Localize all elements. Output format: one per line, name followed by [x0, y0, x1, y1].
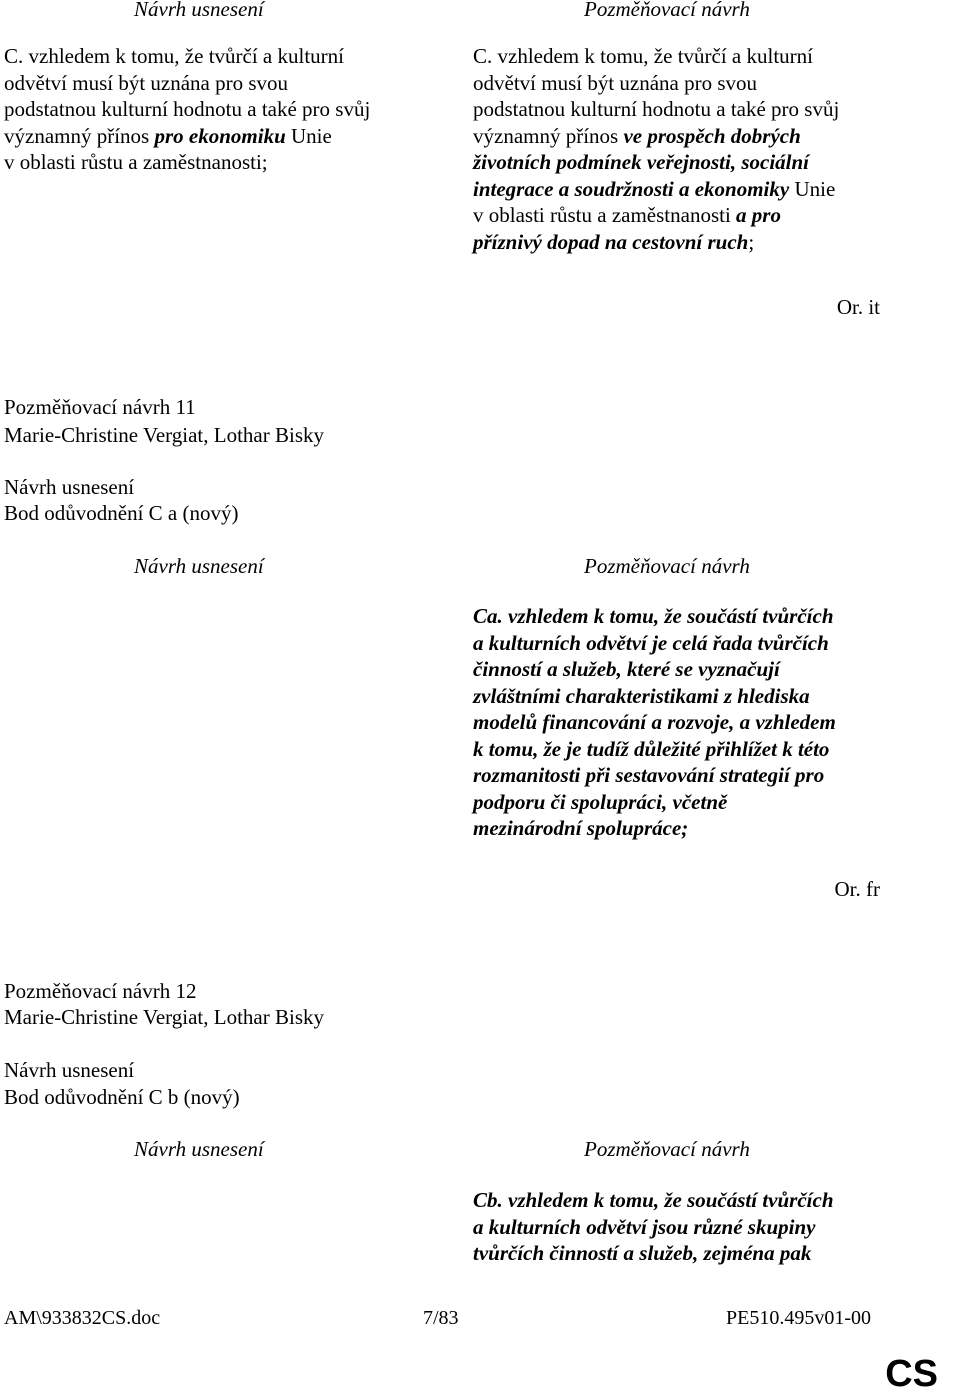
- text-run: podstatnou kulturní hodnotu a také pro svůj: [473, 97, 840, 121]
- text-line: [4, 149, 370, 176]
- column-header-left: Návrh usnesení: [134, 554, 264, 578]
- text-line: [473, 123, 839, 150]
- text-run: ;: [748, 229, 755, 254]
- inserted-text: příznivý dopad na cestovní ruch: [473, 229, 749, 254]
- amendment-subject: Bod odůvodnění C b (nový): [4, 1085, 240, 1109]
- text-run: Unie: [789, 176, 836, 201]
- text-run: v oblasti růstu a zaměstnanosti;: [4, 150, 268, 174]
- text-run: odvětví musí být uznána pro svou: [473, 70, 758, 95]
- text-line: [4, 123, 370, 150]
- column-header-left: Návrh usnesení: [134, 0, 264, 21]
- text-run: odvětví musí být uznána pro svou: [4, 70, 289, 95]
- text-line: [4, 96, 370, 123]
- text-line: rozmanitosti při sestavování strategií pro: [473, 763, 825, 787]
- inserted-text: pro ekonomiku: [154, 123, 286, 148]
- text-line: [473, 176, 839, 203]
- text-line: činností a služeb, které se vyznačují: [473, 657, 780, 681]
- text-run: Unie: [285, 123, 332, 148]
- text-line: a kulturních odvětví jsou různé skupiny: [473, 1214, 816, 1239]
- footer-doc-ref: AM\933832CS.doc: [4, 1307, 161, 1329]
- amendment-authors: Marie-Christine Vergiat, Lothar Bisky: [4, 1005, 325, 1029]
- text-line: Cb. vzhledem k tomu, že součástí tvůrčích: [473, 1188, 834, 1212]
- inserted-text: integrace a soudržnosti a ekonomiky: [473, 176, 790, 201]
- text-line: podporu či spolupráci, včetně: [473, 789, 728, 814]
- text-line: [473, 96, 839, 123]
- column-header-right: Pozměňovací návrh: [584, 0, 750, 21]
- column-header-left: Návrh usnesení: [134, 1137, 264, 1161]
- text-line: k tomu, že je tudíž důležité přihlížet k této: [473, 736, 830, 761]
- left-column-text: [4, 43, 370, 176]
- text-line: Ca. vzhledem k tomu, že součástí tvůrčích: [473, 604, 834, 628]
- text-line: [473, 229, 839, 256]
- text-line: [473, 202, 839, 229]
- text-line: [4, 43, 370, 70]
- inserted-text: životních podmínek veřejnosti, sociální: [473, 150, 810, 174]
- text-line: tvůrčích činností a služeb, zejména pak: [473, 1241, 812, 1265]
- inserted-text: a pro: [736, 203, 781, 227]
- text-run: významný přínos: [473, 123, 624, 148]
- inserted-text: ve prospěch dobrých: [623, 123, 801, 148]
- footer-language-code: CS: [885, 1353, 938, 1395]
- text-run: v oblasti růstu a zaměstnanosti: [473, 203, 737, 227]
- amendment-subject: Bod odůvodnění C a (nový): [4, 501, 239, 525]
- text-run: podstatnou kulturní hodnotu a také pro svůj: [4, 97, 371, 121]
- footer-page-number: 7/83: [423, 1307, 459, 1329]
- text-line: a kulturních odvětví je celá řada tvůrčích: [473, 630, 829, 655]
- text-line: [473, 70, 839, 97]
- text-line: [4, 70, 370, 97]
- amendment-title: Pozměňovací návrh 12: [4, 979, 197, 1003]
- text-line: modelů financování a rozvoje, a vzhledem: [473, 710, 836, 734]
- text-line: [473, 149, 839, 176]
- right-column-text: [473, 43, 839, 255]
- amendment-title: Pozměňovací návrh 11: [4, 395, 196, 419]
- amendment-text: [473, 603, 836, 842]
- text-run: významný přínos: [4, 123, 155, 148]
- text-line: zvláštními charakteristikami z hlediska: [473, 683, 810, 708]
- column-header-right: Pozměňovací návrh: [584, 1137, 750, 1161]
- amendment-doc-type: Návrh usnesení: [4, 475, 135, 499]
- original-language: Or. fr: [834, 877, 880, 901]
- column-header-right: Pozměňovací návrh: [584, 554, 750, 578]
- text-line: mezinárodní spolupráce;: [473, 816, 689, 840]
- text-line: [473, 43, 839, 70]
- amendment-authors: Marie-Christine Vergiat, Lothar Bisky: [4, 423, 325, 447]
- amendment-doc-type: Návrh usnesení: [4, 1058, 135, 1082]
- footer-pe-ref: PE510.495v01-00: [726, 1307, 871, 1329]
- original-language: Or. it: [836, 295, 880, 319]
- text-run: C. vzhledem k tomu, že tvůrčí a kulturní: [473, 44, 813, 68]
- amendment-text: [473, 1187, 834, 1267]
- text-run: C. vzhledem k tomu, že tvůrčí a kulturní: [4, 44, 344, 68]
